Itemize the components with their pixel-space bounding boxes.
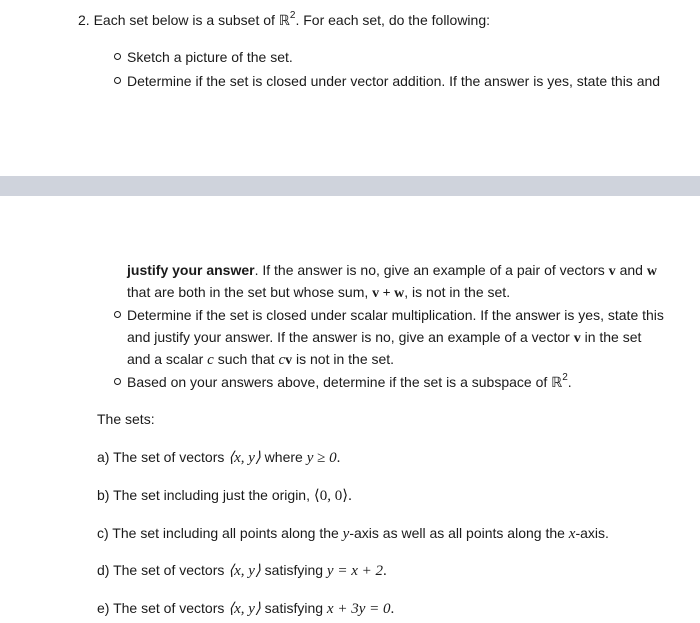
set-c: c) The set including all points along the y-axis as well as all points along the x-axis. — [97, 525, 609, 542]
task-addition-line1: Determine if the set is closed under vector addition. If the answer is yes, state this and — [127, 73, 661, 89]
task-addition-line2: justify your answer. If the answer is no, give an example of a pair of vectors v and w — [127, 262, 657, 279]
set-a: a) The set of vectors ⟨x, y⟩ where y ≥ 0. — [97, 449, 341, 466]
task-scalar-line2: and justify your answer. If the answer is no, give an example of a vector v in the set — [127, 329, 642, 346]
set-b: b) The set including just the origin, ⟨0, 0⟩. — [97, 487, 352, 504]
task-addition-line3: that are both in the set but whose sum, v + w, is not in the set. — [127, 284, 511, 301]
problem-number: 2. — [78, 12, 90, 28]
bullet-icon — [114, 77, 121, 84]
bullet-icon — [114, 53, 121, 60]
sets-heading: The sets: — [97, 411, 155, 427]
page-break-band — [0, 176, 700, 196]
problem-intro: 2. Each set below is a subset of ℝ$^2$. For each set, do the following: — [78, 10, 491, 29]
bullet-icon — [114, 311, 121, 318]
task-scalar-line1: Determine if the set is closed under scalar multiplication. If the answer is yes, state this — [127, 307, 664, 323]
set-e: e) The set of vectors ⟨x, y⟩ satisfying x + 3y = 0. — [97, 600, 395, 617]
task-scalar-line3: and a scalar c such that cv is not in the set. — [127, 351, 395, 368]
set-d: d) The set of vectors ⟨x, y⟩ satisfying y = x + 2. — [97, 562, 387, 579]
task-subspace: Based on your answers above, determine if the set is a subspace of ℝ$^2$. — [127, 372, 572, 391]
task-sketch: Sketch a picture of the set. — [127, 49, 293, 65]
bullet-icon — [114, 378, 121, 385]
